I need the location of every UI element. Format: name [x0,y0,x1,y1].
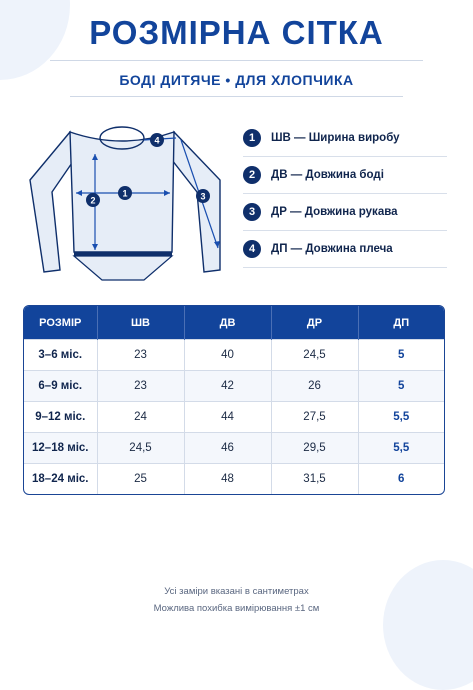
cell-shoulder: 6 [358,464,444,495]
legend-number: 3 [243,203,261,221]
cell-size: 18–24 міс. [24,464,97,495]
cell-shoulder: 5,5 [358,433,444,464]
right-sleeve [172,132,220,272]
legend-number: 1 [243,129,261,147]
legend-item-length [243,157,447,194]
page-title: РОЗМІРНА СІТКА [89,14,384,51]
measurement-legend [243,120,447,268]
marker-1-label: 1 [122,188,128,199]
cell-length: 46 [184,433,271,464]
column-header-size: РОЗМІР [24,306,97,340]
cell-length: 42 [184,371,271,402]
cell-width: 23 [97,340,184,371]
footer-note-tolerance: Можлива похибка вимірювання ±1 см [153,603,320,614]
divider [70,96,403,97]
legend-label: ДП — Довжина плеча [271,243,393,255]
cell-sleeve: 27,5 [271,402,358,433]
table-row [24,402,444,433]
cell-size: 6–9 міс. [24,371,97,402]
cell-shoulder: 5 [358,371,444,402]
cell-length: 44 [184,402,271,433]
cell-size: 3–6 міс. [24,340,97,371]
size-table [23,305,445,495]
legend-label: ДР — Довжина рукава [271,206,398,218]
legend-item-shoulder [243,231,447,268]
legend-item-width [243,120,447,157]
cell-width: 24 [97,402,184,433]
legend-number: 2 [243,166,261,184]
column-header-sleeve: ДР [271,306,358,340]
cell-width: 25 [97,464,184,495]
decor-circle-bottom-right [383,560,473,690]
legend-number: 4 [243,240,261,258]
cell-length: 48 [184,464,271,495]
table-row [24,464,444,495]
table-row [24,433,444,464]
footer-note-units: Усі заміри вказані в сантиметрах [164,586,309,597]
cell-sleeve: 26 [271,371,358,402]
cell-shoulder: 5 [358,340,444,371]
column-header-shoulder: ДП [358,306,444,340]
cell-length: 40 [184,340,271,371]
column-header-length: ДВ [184,306,271,340]
marker-4-label: 4 [154,135,160,146]
table-header-row [24,306,444,340]
cell-size: 12–18 міс. [24,433,97,464]
cell-sleeve: 24,5 [271,340,358,371]
cell-size: 9–12 міс. [24,402,97,433]
legend-label: ДВ — Довжина боді [271,169,384,181]
column-header-width: ШВ [97,306,184,340]
divider [50,60,423,61]
cell-sleeve: 31,5 [271,464,358,495]
marker-2-label: 2 [90,195,96,206]
cell-sleeve: 29,5 [271,433,358,464]
cell-width: 23 [97,371,184,402]
bodysuit-crotch [74,256,172,280]
marker-3-label: 3 [200,191,206,202]
page-subtitle: БОДІ ДИТЯЧЕ • ДЛЯ ХЛОПЧИКА [119,72,354,88]
legend-label: ШВ — Ширина виробу [271,132,400,144]
cell-shoulder: 5,5 [358,402,444,433]
table-row [24,340,444,371]
bodysuit-diagram [22,120,232,285]
cell-width: 24,5 [97,433,184,464]
left-sleeve [30,132,74,272]
table-row [24,371,444,402]
legend-item-sleeve [243,194,447,231]
